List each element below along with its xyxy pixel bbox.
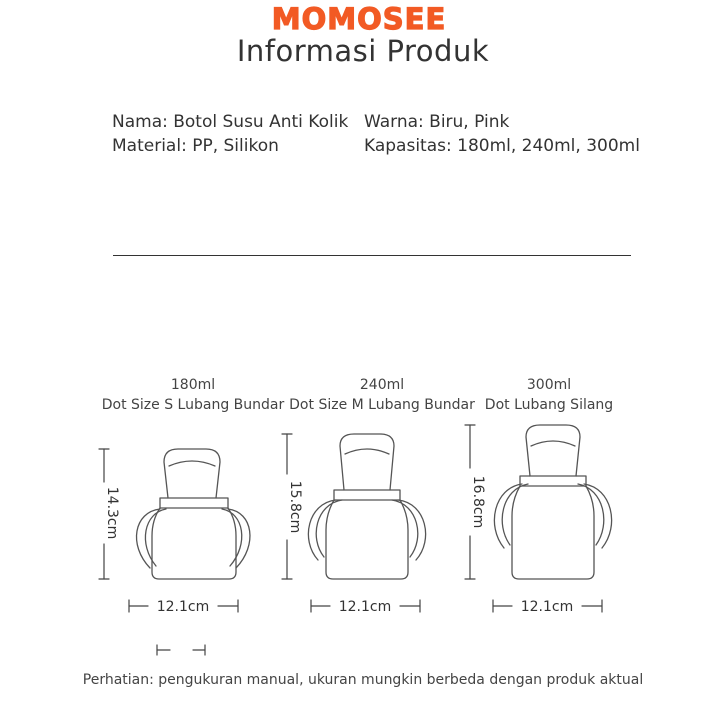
bottle-nipple: Dot Lubang Silang	[484, 397, 614, 413]
width-label-240: 12.1cm	[338, 599, 392, 615]
height-label-240: 15.8cm	[287, 480, 303, 534]
bottle-300-drawing	[494, 425, 611, 579]
spec-nama: Nama: Botol Susu Anti Kolik	[112, 112, 349, 132]
spec-kapasitas: Kapasitas: 180ml, 240ml, 300ml	[364, 136, 640, 156]
bottle-capacity: 240ml	[359, 377, 405, 393]
bottle-180-drawing	[137, 449, 250, 579]
width-label-300: 12.1cm	[520, 599, 574, 615]
page-title: Informasi Produk	[236, 34, 490, 68]
svg-text:MOMOSEE: MOMOSEE	[271, 2, 447, 36]
bottle-240-drawing	[308, 434, 425, 579]
disclaimer-note: Perhatian: pengukuran manual, ukuran mungkin berbeda dengan produk aktual	[82, 672, 644, 688]
spec-warna: Warna: Biru, Pink	[364, 112, 510, 132]
bottle-nipple: Dot Size M Lubang Bundar	[289, 397, 475, 413]
height-label-180: 14.3cm	[104, 486, 120, 540]
bottle-capacity: 300ml	[526, 377, 572, 393]
bottle-capacity: 180ml	[170, 377, 216, 393]
spec-material: Material: PP, Silikon	[112, 136, 279, 156]
height-label-300: 16.8cm	[470, 475, 486, 529]
width-label-180: 12.1cm	[156, 599, 210, 615]
bottle-nipple: Dot Size S Lubang Bundar	[101, 397, 285, 413]
